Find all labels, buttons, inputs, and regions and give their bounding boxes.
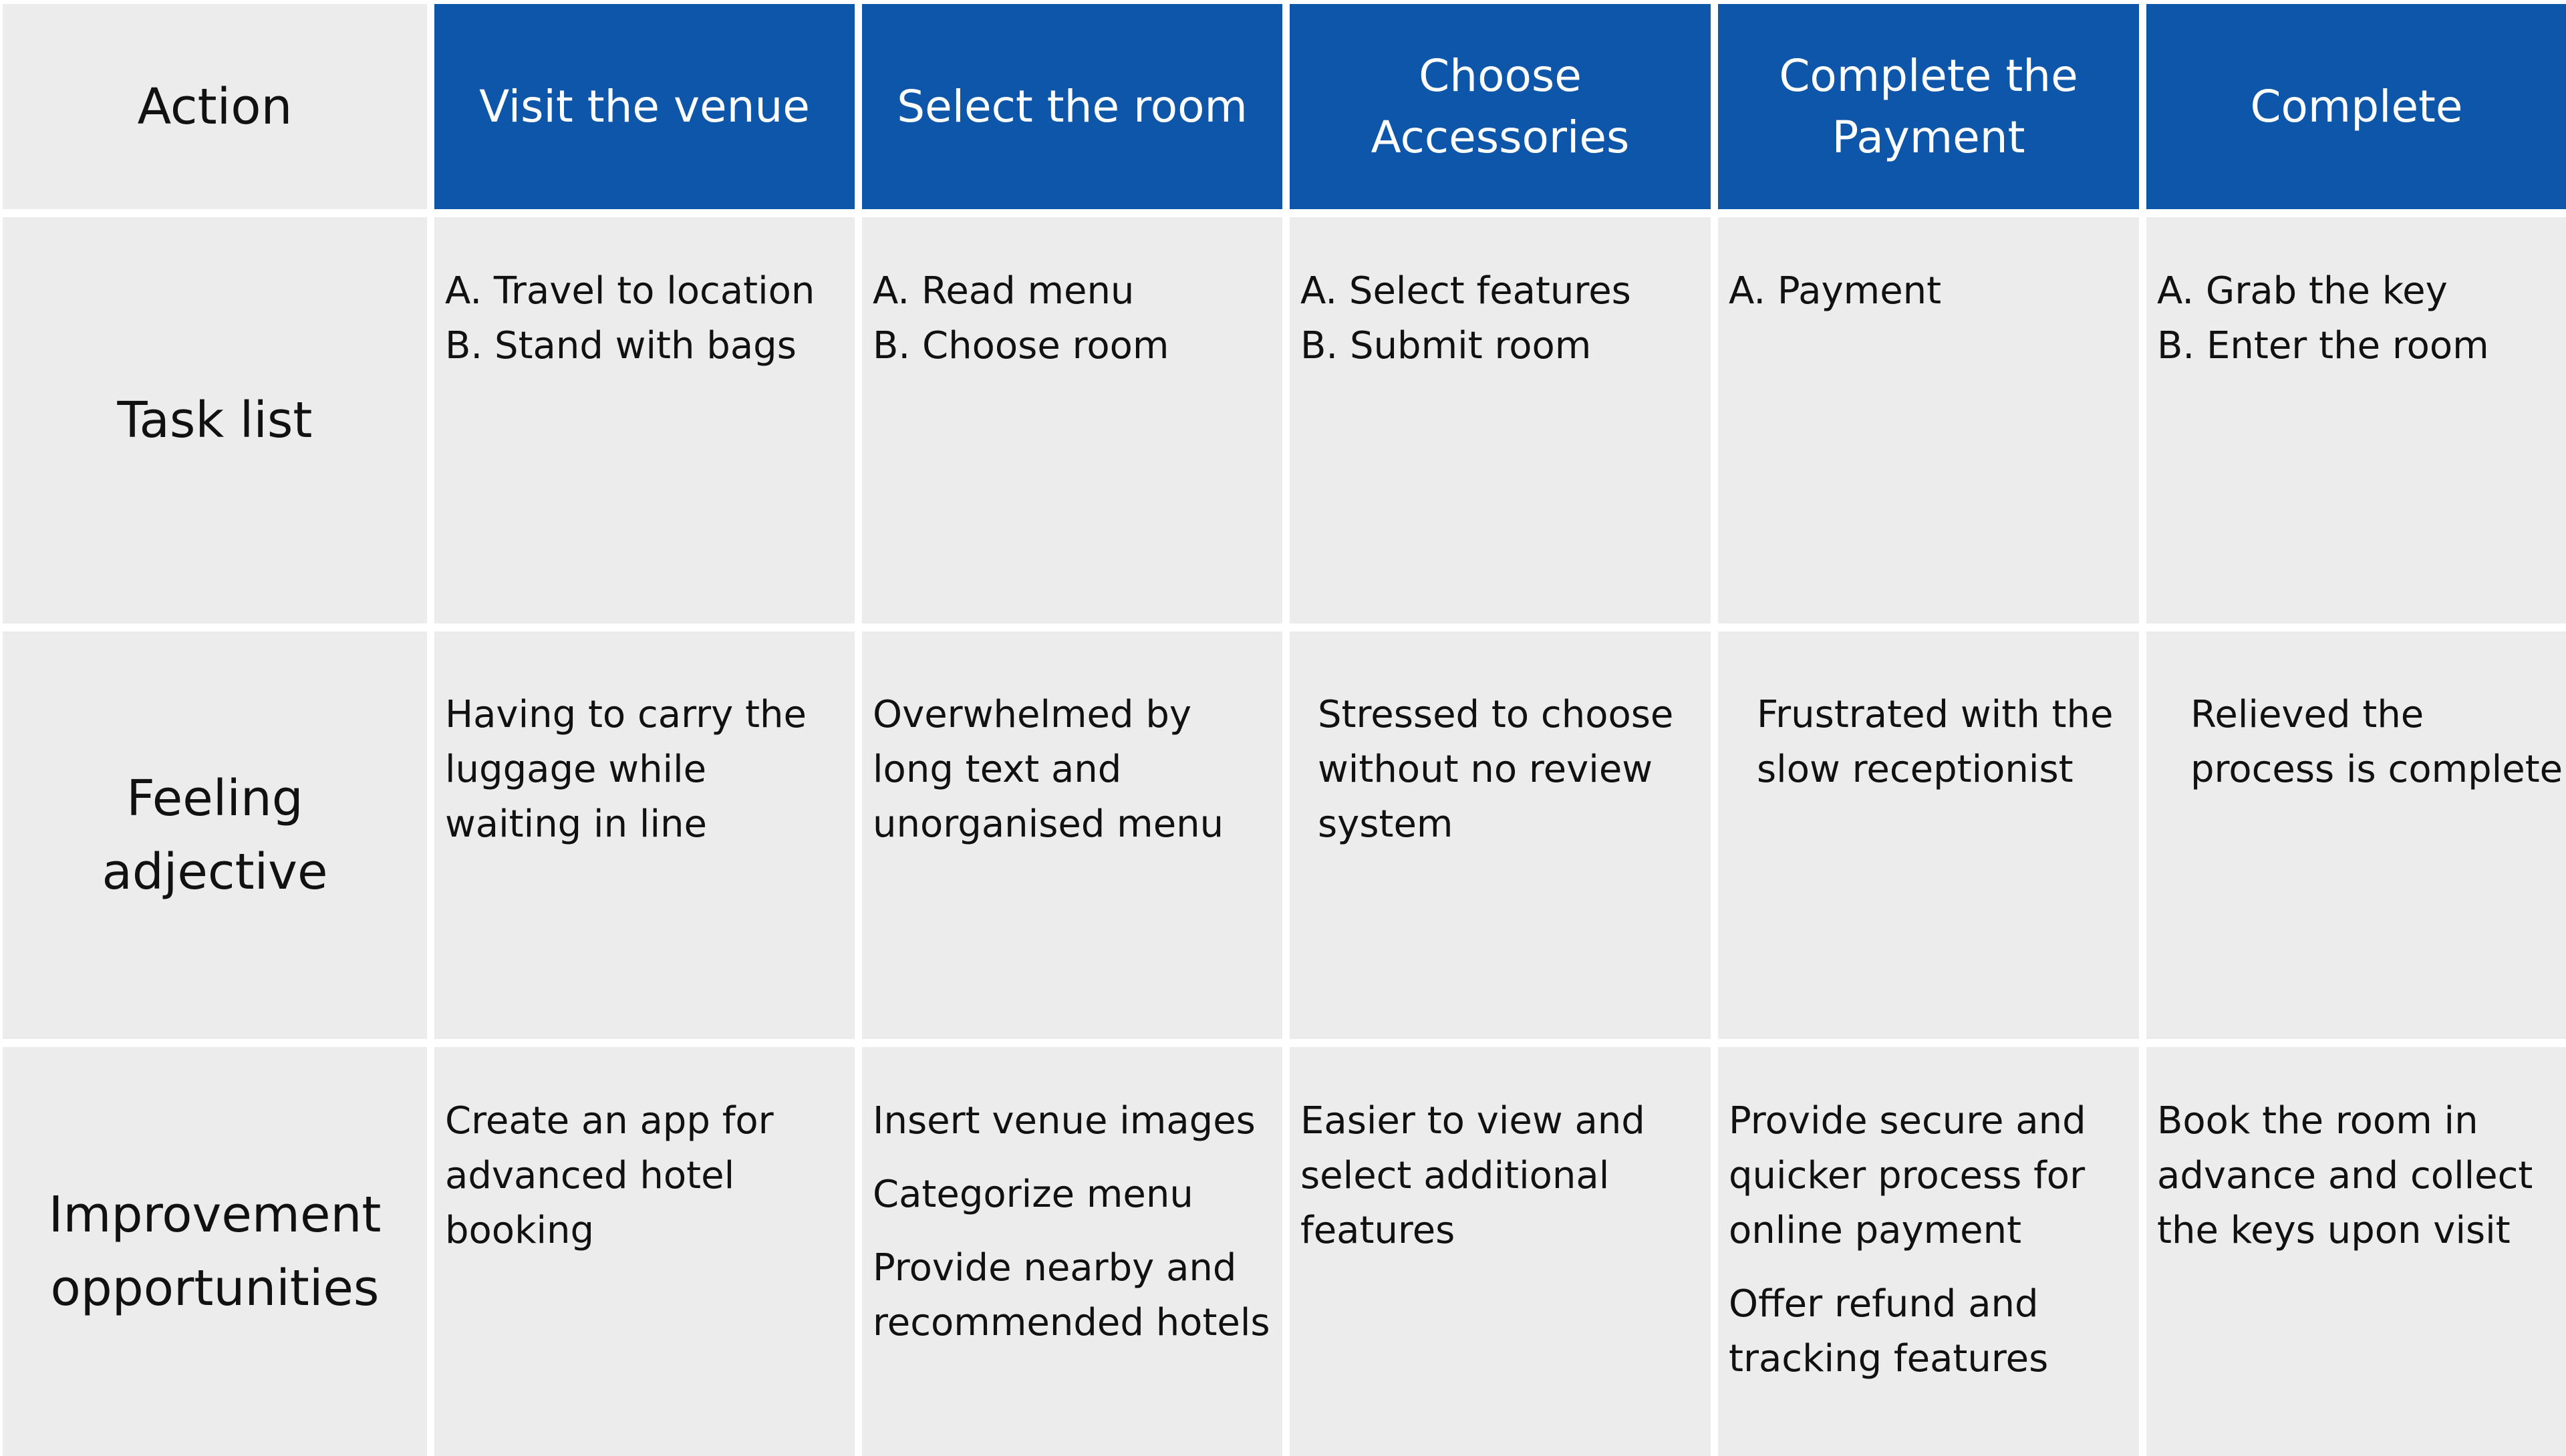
task-cell-complete [2146,217,2566,623]
improvement-item: Easier to view and select additional features [1300,1099,1645,1252]
improvement-item: Provide secure and quicker process for online payment [1729,1099,2086,1252]
improvement-item: Book the room in advance and collect the keys upon visit [2157,1099,2533,1252]
row-label: Improvement opportunities [48,1186,382,1317]
feeling-cell-payment [1718,631,2139,1039]
stage-header-choose-accessories [1290,4,1711,209]
task-cell-choose-accessories [1290,217,1711,623]
task-item: B. Choose room [873,324,1169,368]
stage-label: Complete [2250,80,2463,132]
improvement-cell-visit [434,1047,855,1456]
feeling-cell-visit [434,631,855,1039]
task-cell-select-room [862,217,1282,623]
feeling-text: Stressed to choose without no review system [1318,693,1674,846]
task-item: A. Travel to location [445,269,815,313]
task-item: B. Enter the room [2157,324,2489,368]
improvement-cell-choose-accessories [1290,1047,1711,1456]
improvement-cell-payment [1718,1047,2139,1456]
improvement-item: Categorize menu [873,1173,1193,1216]
stage-header-visit [434,4,855,209]
row-label: Task list [117,392,313,449]
improvement-item: Create an app for advanced hotel booking [445,1099,774,1252]
feeling-text: Relieved the process is complete [2190,693,2563,791]
task-item: B. Stand with bags [445,324,797,368]
row-header-feeling [3,631,427,1039]
feeling-cell-select-room [862,631,1282,1039]
stage-label: Choose Accessories [1371,49,1630,163]
feeling-cell-complete [2146,631,2566,1039]
task-cell-payment [1718,217,2139,623]
improvement-cell-select-room [862,1047,1282,1456]
corner-header-action [3,4,427,209]
improvement-cell-complete [2146,1047,2566,1456]
stage-header-complete [2146,4,2566,209]
improvement-item: Offer refund and tracking features [1729,1282,2049,1380]
row-header-task-list [3,217,427,623]
feeling-text: Overwhelmed by long text and unorganised menu [873,693,1224,846]
feeling-text: Having to carry the luggage while waiting in line [445,693,807,846]
improvement-item: Insert venue images [873,1099,1256,1143]
stage-label: Complete the Payment [1779,49,2078,163]
feeling-cell-choose-accessories [1290,631,1711,1039]
task-item: A. Read menu [873,269,1135,313]
task-cell-visit [434,217,855,623]
stage-header-payment [1718,4,2139,209]
stage-label: Visit the venue [479,80,810,132]
corner-label: Action [137,78,293,136]
task-item: A. Payment [1729,269,1942,313]
task-item: B. Submit room [1300,324,1592,368]
stage-header-select-room [862,4,1282,209]
stage-label: Select the room [897,80,1248,132]
improvement-item: Provide nearby and recommended hotels [873,1246,1270,1344]
feeling-text: Frustrated with the slow receptionist [1757,693,2114,791]
task-item: A. Select features [1300,269,1631,313]
task-item: A. Grab the key [2157,269,2448,313]
row-header-improvement [3,1047,427,1456]
row-label: Feeling adjective [102,770,328,901]
